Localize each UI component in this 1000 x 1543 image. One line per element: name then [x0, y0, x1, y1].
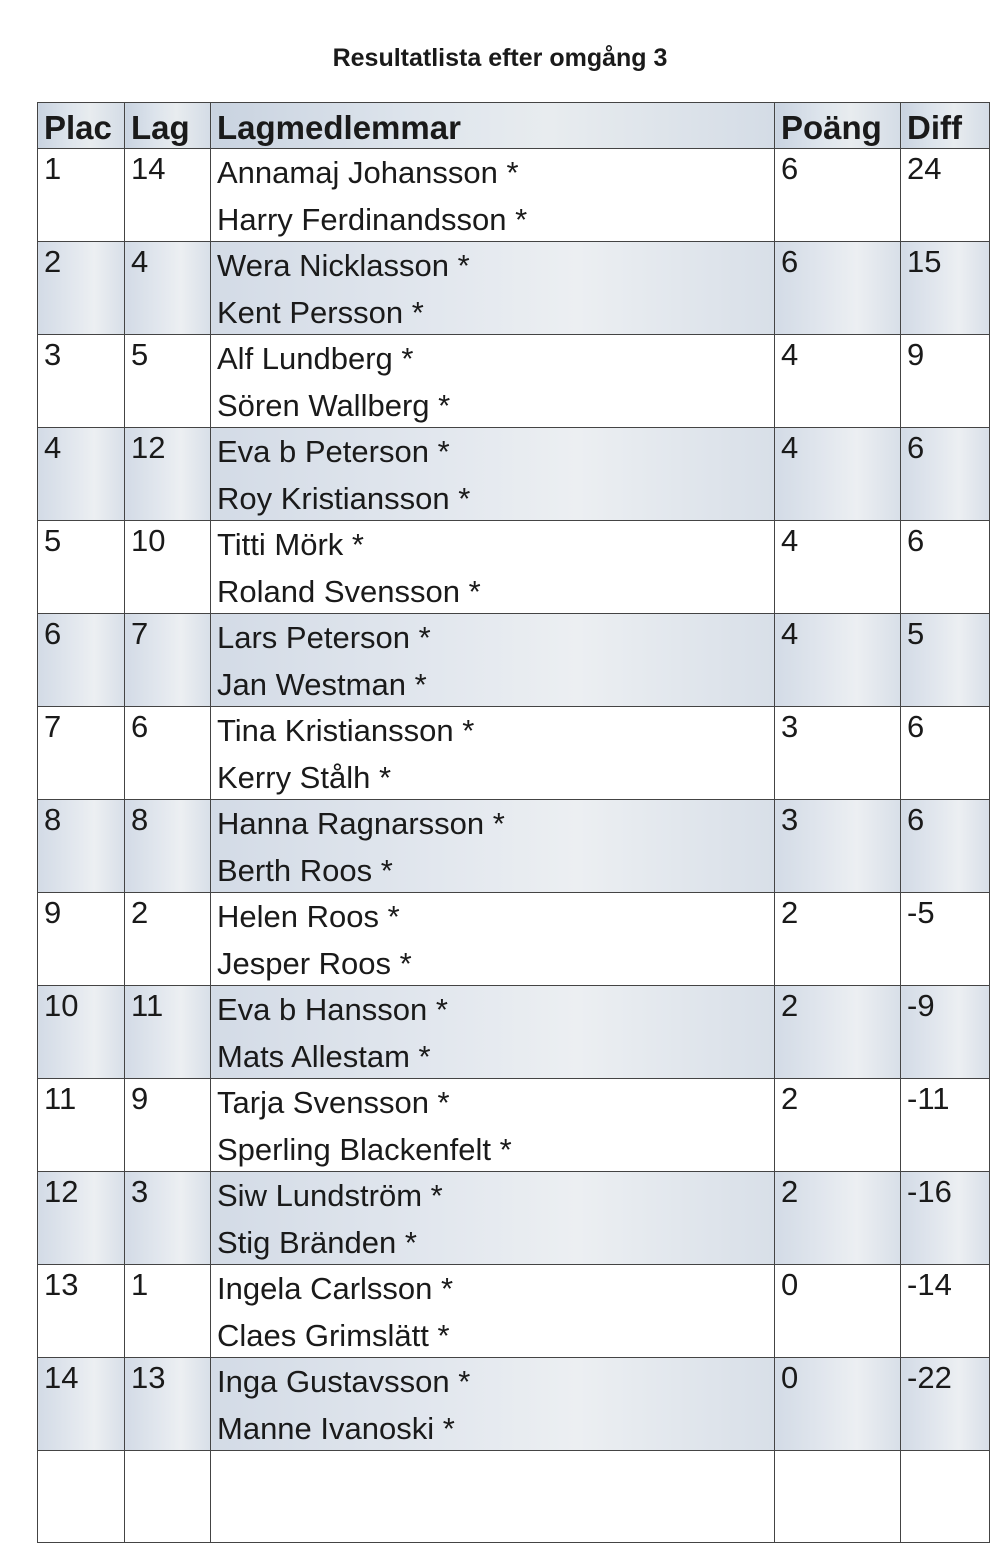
cell-members [211, 1172, 775, 1265]
cell-plac: 14 [38, 1358, 125, 1451]
cell-plac: 9 [38, 893, 125, 986]
team-member-2: Kent Persson * [217, 295, 424, 330]
cell-lag: 5 [125, 335, 211, 428]
cell-diff: 24 [901, 149, 990, 242]
empty-cell [38, 1451, 125, 1543]
cell-diff: 6 [901, 428, 990, 521]
table-row [38, 800, 990, 893]
table-row [38, 1358, 990, 1451]
cell-diff: -14 [901, 1265, 990, 1358]
cell-lag: 11 [125, 986, 211, 1079]
column-header-lag: Lag [125, 103, 211, 149]
cell-plac: 13 [38, 1265, 125, 1358]
cell-points: 2 [775, 1079, 901, 1172]
team-member-2: Roland Svensson * [217, 574, 481, 609]
cell-lag: 12 [125, 428, 211, 521]
cell-diff: 15 [901, 242, 990, 335]
cell-points: 4 [775, 335, 901, 428]
table-row [38, 1265, 990, 1358]
empty-cell [775, 1451, 901, 1543]
cell-plac: 3 [38, 335, 125, 428]
team-member-2: Roy Kristiansson * [217, 481, 471, 516]
cell-diff: -11 [901, 1079, 990, 1172]
team-member-1: Lars Peterson * [217, 620, 431, 655]
team-member-2: Sperling Blackenfelt * [217, 1132, 512, 1167]
cell-points: 4 [775, 428, 901, 521]
cell-diff: -16 [901, 1172, 990, 1265]
cell-diff: 6 [901, 521, 990, 614]
column-header-points: Poäng [775, 103, 901, 149]
cell-members [211, 707, 775, 800]
cell-members [211, 428, 775, 521]
team-member-2: Sören Wallberg * [217, 388, 451, 423]
cell-plac: 12 [38, 1172, 125, 1265]
cell-points: 0 [775, 1265, 901, 1358]
table-row [38, 242, 990, 335]
cell-diff: -5 [901, 893, 990, 986]
cell-points: 0 [775, 1358, 901, 1451]
cell-diff: -9 [901, 986, 990, 1079]
cell-plac: 8 [38, 800, 125, 893]
table-row [38, 1079, 990, 1172]
cell-members [211, 1358, 775, 1451]
cell-plac: 4 [38, 428, 125, 521]
cell-diff: 5 [901, 614, 990, 707]
cell-lag: 13 [125, 1358, 211, 1451]
team-member-2: Claes Grimslätt * [217, 1318, 450, 1353]
cell-members [211, 242, 775, 335]
cell-points: 3 [775, 800, 901, 893]
team-member-1: Hanna Ragnarsson * [217, 806, 505, 841]
cell-members [211, 986, 775, 1079]
team-member-1: Titti Mörk * [217, 527, 364, 562]
cell-lag: 6 [125, 707, 211, 800]
empty-cell [211, 1451, 775, 1543]
cell-diff: 6 [901, 800, 990, 893]
team-member-2: Mats Allestam * [217, 1039, 431, 1074]
table-row [38, 335, 990, 428]
page-title: Resultatlista efter omgång 3 [332, 44, 668, 72]
results-table [37, 102, 990, 1543]
cell-points: 6 [775, 242, 901, 335]
header-row [38, 103, 990, 149]
team-member-1: Alf Lundberg * [217, 341, 414, 376]
cell-lag: 4 [125, 242, 211, 335]
cell-members [211, 1079, 775, 1172]
team-member-1: Ingela Carlsson * [217, 1271, 454, 1306]
cell-diff: 6 [901, 707, 990, 800]
empty-row [38, 1451, 990, 1543]
cell-plac: 11 [38, 1079, 125, 1172]
empty-cell [125, 1451, 211, 1543]
cell-lag: 8 [125, 800, 211, 893]
cell-members [211, 1265, 775, 1358]
team-member-2: Jan Westman * [217, 667, 427, 702]
team-member-2: Kerry Stålh * [217, 760, 392, 795]
team-member-2: Harry Ferdinandsson * [217, 202, 528, 237]
table-row [38, 428, 990, 521]
cell-points: 6 [775, 149, 901, 242]
cell-lag: 2 [125, 893, 211, 986]
column-header-members: Lagmedlemmar [211, 103, 775, 149]
team-member-1: Eva b Peterson * [217, 434, 450, 469]
team-member-1: Inga Gustavsson * [217, 1364, 471, 1399]
cell-members [211, 149, 775, 242]
table-row [38, 707, 990, 800]
cell-plac: 7 [38, 707, 125, 800]
table-row [38, 521, 990, 614]
team-member-1: Tina Kristiansson * [217, 713, 475, 748]
empty-cell [901, 1451, 990, 1543]
cell-points: 2 [775, 893, 901, 986]
team-member-2: Stig Bränden * [217, 1225, 417, 1260]
table-row [38, 614, 990, 707]
cell-diff: 9 [901, 335, 990, 428]
table-row [38, 1172, 990, 1265]
cell-plac: 2 [38, 242, 125, 335]
cell-diff: -22 [901, 1358, 990, 1451]
cell-lag: 7 [125, 614, 211, 707]
team-member-1: Helen Roos * [217, 899, 400, 934]
column-header-plac: Plac [38, 103, 125, 149]
cell-lag: 9 [125, 1079, 211, 1172]
team-member-1: Tarja Svensson * [217, 1085, 450, 1120]
team-member-2: Manne Ivanoski * [217, 1411, 455, 1446]
cell-points: 2 [775, 986, 901, 1079]
team-member-2: Jesper Roos * [217, 946, 412, 981]
team-member-1: Eva b Hansson * [217, 992, 448, 1027]
column-header-diff: Diff [901, 103, 990, 149]
cell-members [211, 335, 775, 428]
team-member-1: Annamaj Johansson * [217, 155, 519, 190]
cell-lag: 1 [125, 1265, 211, 1358]
team-member-1: Wera Nicklasson * [217, 248, 470, 283]
table-row [38, 149, 990, 242]
team-member-2: Berth Roos * [217, 853, 393, 888]
cell-lag: 3 [125, 1172, 211, 1265]
cell-members [211, 893, 775, 986]
cell-points: 4 [775, 614, 901, 707]
table-row [38, 893, 990, 986]
cell-points: 3 [775, 707, 901, 800]
cell-plac: 1 [38, 149, 125, 242]
cell-lag: 10 [125, 521, 211, 614]
cell-plac: 6 [38, 614, 125, 707]
team-member-1: Siw Lundström * [217, 1178, 443, 1213]
cell-points: 4 [775, 521, 901, 614]
cell-members [211, 800, 775, 893]
table-row [38, 986, 990, 1079]
cell-members [211, 614, 775, 707]
cell-points: 2 [775, 1172, 901, 1265]
cell-plac: 10 [38, 986, 125, 1079]
cell-members [211, 521, 775, 614]
cell-lag: 14 [125, 149, 211, 242]
cell-plac: 5 [38, 521, 125, 614]
